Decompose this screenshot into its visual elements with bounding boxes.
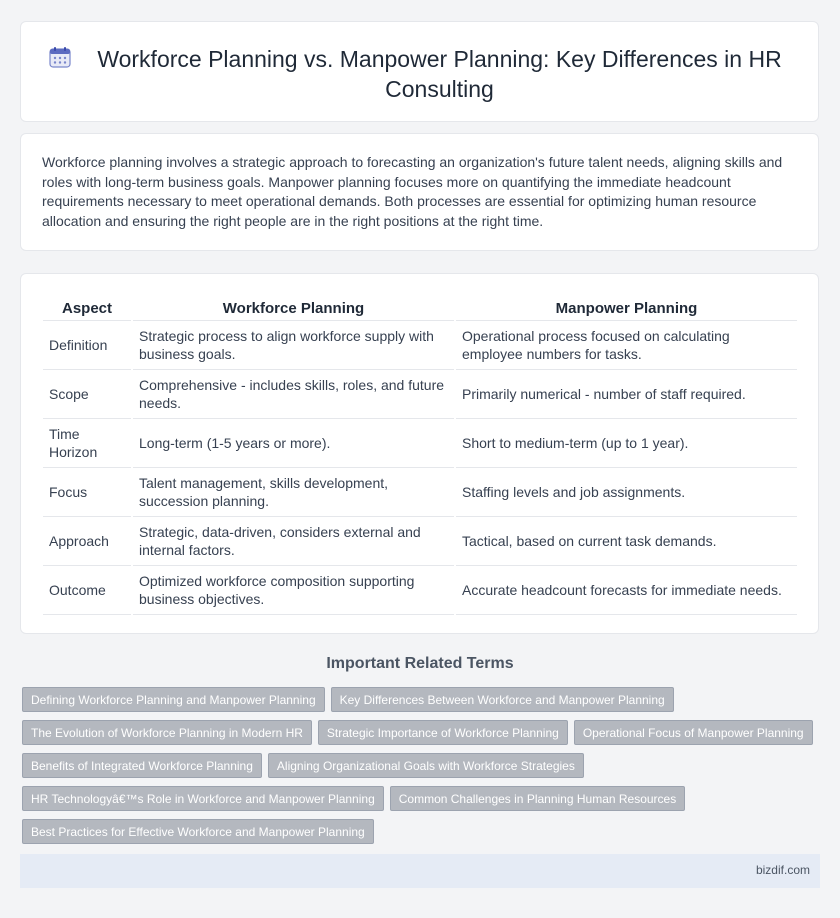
aspect-cell: Time Horizon [43,419,131,468]
related-term-link[interactable]: Common Challenges in Planning Human Resources [390,786,685,811]
manpower-cell: Staffing levels and job assignments. [456,468,797,517]
table-row [43,566,797,615]
workforce-cell: Comprehensive - includes skills, roles, and future needs. [133,370,454,419]
manpower-cell: Accurate headcount forecasts for immediate needs. [456,566,797,615]
related-term-link[interactable]: HR Technologyâ€™s Role in Workforce and Manpower Planning [22,786,384,811]
table-row [43,321,797,370]
table-header-row [43,294,797,321]
comparison-card [20,273,819,634]
aspect-cell: Outcome [43,566,131,615]
related-term-link[interactable]: Benefits of Integrated Workforce Planning [22,753,262,778]
aspect-cell: Focus [43,468,131,517]
table-row [43,517,797,566]
aspect-cell: Approach [43,517,131,566]
related-term-link[interactable]: Best Practices for Effective Workforce and Manpower Planning [22,819,374,844]
manpower-cell: Tactical, based on current task demands. [456,517,797,566]
intro-paragraph: Workforce planning involves a strategic approach to forecasting an organization's future talent needs, aligning skills and roles with long-term business goals. Manpower planning focuses more on quantifying the immediate headcount requirements necessary to meet operational demands. Both processes are essential for optimizing human resource allocation and ensuring the right people are in the right positions at the right time. [42,154,783,229]
related-term-link[interactable]: Aligning Organizational Goals with Workforce Strategies [268,753,584,778]
related-term-link[interactable]: Key Differences Between Workforce and Manpower Planning [331,687,674,712]
aspect-cell: Definition [43,321,131,370]
table-row [43,468,797,517]
manpower-cell: Short to medium-term (up to 1 year). [456,419,797,468]
column-header-manpower: Manpower Planning [456,294,797,321]
related-term-link[interactable]: Operational Focus of Manpower Planning [574,720,813,745]
related-term-link[interactable]: The Evolution of Workforce Planning in Modern HR [22,720,312,745]
manpower-cell: Operational process focused on calculating employee numbers for tasks. [456,321,797,370]
workforce-cell: Long-term (1-5 years or more). [133,419,454,468]
workforce-cell: Optimized workforce composition supporting business objectives. [133,566,454,615]
table-row [43,370,797,419]
related-terms-list [22,686,822,851]
manpower-cell: Primarily numerical - number of staff required. [456,370,797,419]
header-card [20,21,819,122]
aspect-cell: Scope [43,370,131,419]
related-terms-title: Important Related Terms [326,655,514,672]
footer-site-link[interactable]: bizdif.com [755,863,810,877]
workforce-cell: Strategic, data-driven, considers external and internal factors. [133,517,454,566]
workforce-cell: Talent management, skills development, succession planning. [133,468,454,517]
workforce-cell: Strategic process to align workforce supply with business goals. [133,321,454,370]
related-term-link[interactable]: Defining Workforce Planning and Manpower Planning [22,687,325,712]
column-header-workforce: Workforce Planning [133,294,454,321]
page-title: Workforce Planning vs. Manpower Planning: Key Differences in HR Consulting [97,46,782,102]
column-header-aspect: Aspect [43,294,131,321]
comparison-table [41,294,799,615]
related-term-link[interactable]: Strategic Importance of Workforce Planning [318,720,568,745]
intro-card [20,133,819,251]
table-row [43,419,797,468]
footer-bar [20,854,820,888]
